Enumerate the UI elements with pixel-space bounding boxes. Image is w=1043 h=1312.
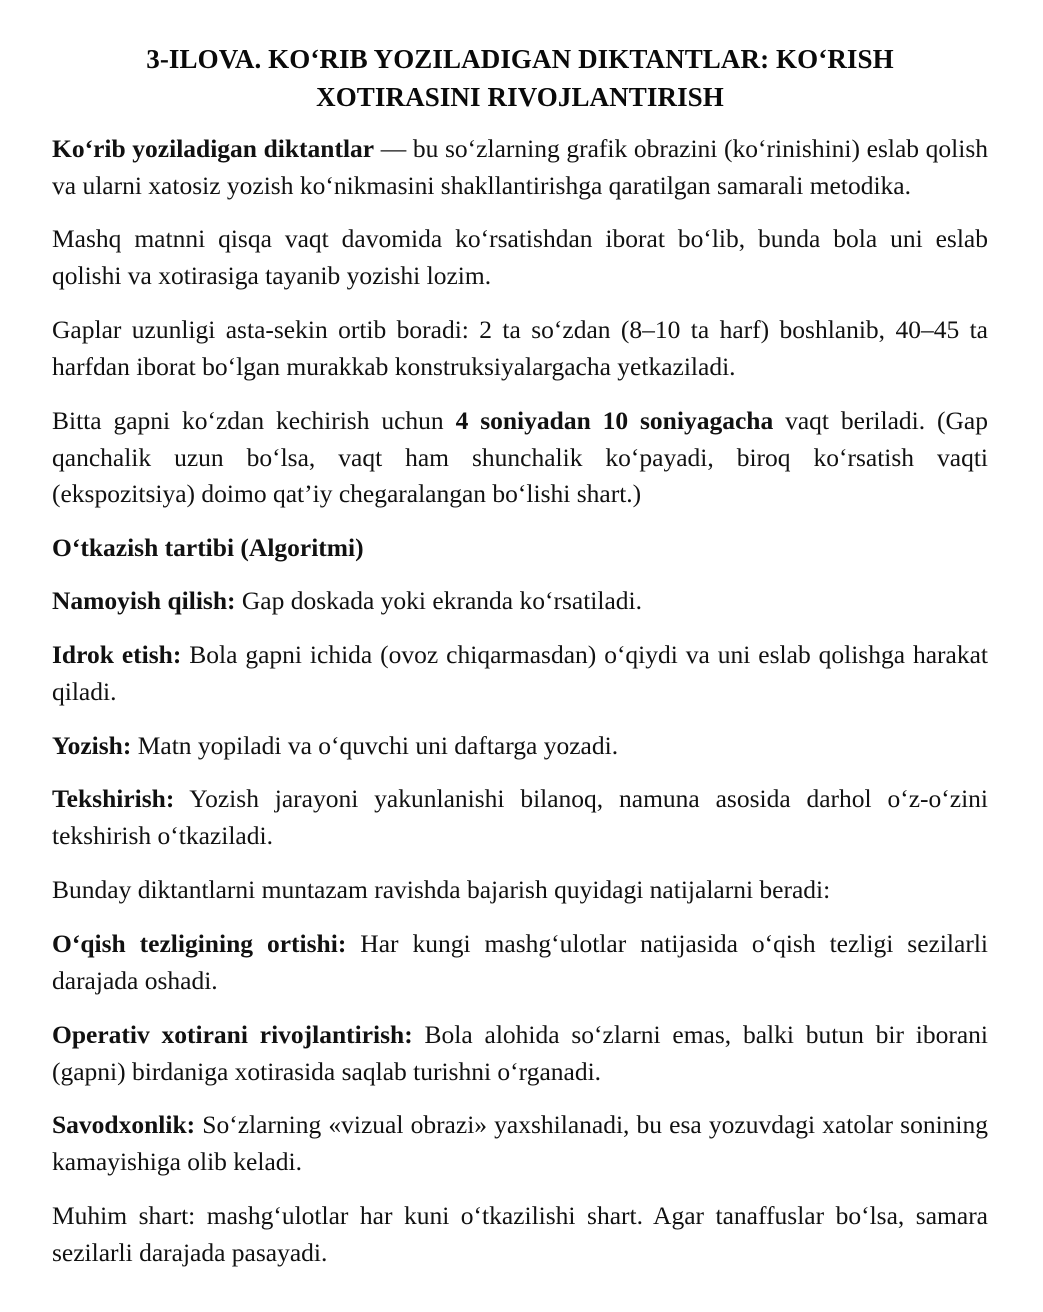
paragraph-result-working-memory [52,1017,988,1091]
paragraph-body-step-perception: Bola gapni ichida (ovoz chiqarmasdan) o‘qiydi va uni eslab qolishga harakat qiladi. [52,639,988,706]
paragraph-timing-emphasis: 4 soniyadan 10 soniyagacha [455,405,774,435]
paragraph-body-step-checking: Yozish jarayoni yakunlanishi bilanoq, namuna asosida darhol o‘z-o‘zini tekshirish o‘tkaziladi. [52,784,988,851]
paragraph-exercise-description [52,221,988,295]
paragraph-step-writing [52,728,988,765]
paragraph-body-results-intro: Bunday diktantlarni muntazam ravishda bajarish quyidagi natijalarni beradi: [52,875,831,905]
paragraph-body-result-working-memory: Bola alohida so‘zlarni emas, balki butun bir iborani (gapni) birdaniga xotirasida saqlab turishni o‘rganadi. [52,1019,988,1086]
paragraph-results-intro [52,872,988,909]
paragraph-lead-result-reading-speed: O‘qish tezligining ortishi: [52,929,347,958]
paragraph-result-reading-speed [52,926,988,1000]
paragraph-timing-before: Bitta gapni ko‘zdan kechirish uchun [52,405,456,435]
paragraph-body-definition: — bu so‘zlarning grafik obrazini (ko‘rinishini) eslab qolish va ularni xatosiz yozish ko‘nikmasini shakllantirishga qaratilgan samarali metodika. [52,133,988,200]
paragraph-body-step-demonstration: Gap doskada yoki ekranda ko‘rsatiladi. [235,586,642,616]
section-heading-algorithm: O‘tkazish tartibi (Algoritmi) [52,533,364,563]
paragraph-lead-step-writing: Yozish: [52,730,132,760]
paragraph-timing [52,403,988,514]
paragraph-body-result-reading-speed: Har kungi mashg‘ulotlar natijasida o‘qish tezligi sezilarli darajada oshadi. [52,929,988,995]
paragraph-lead-step-perception: Idrok etish: [52,639,182,669]
paragraph-lead-step-checking: Tekshirish: [52,784,175,814]
paragraph-lead-result-literacy: Savodxonlik: [52,1110,196,1140]
paragraph-timing-after: vaqt beriladi. (Gap qanchalik uzun bo‘lsa, vaqt ham shunchalik ko‘payadi, biroq ko‘rsatish vaqti (ekspozitsiya) doimo qat’iy chegaralangan bo‘lishi shart.) [52,405,988,509]
paragraph-definition [52,131,988,205]
paragraph-lead-step-demonstration: Namoyish qilish: [52,586,236,616]
paragraph-body-sentence-length: Gaplar uzunligi asta-sekin ortib boradi: 2 ta so‘zdan (8–10 ta harf) boshlanib, 40–45 ta harfdan iborat bo‘lgan murakkab konstruksiyalargacha yetkaziladi. [52,315,988,381]
paragraph-result-literacy [52,1107,988,1181]
page-title: 3-ILOVA. KO‘RIB YOZILADIGAN DIKTANTLAR: KO‘RISH XOTIRASINI RIVOJLANTIRISH [146,44,894,113]
paragraph-important-condition [52,1198,988,1272]
paragraph-sentence-length [52,312,988,386]
paragraph-body-exercise-description: Mashq matnni qisqa vaqt davomida ko‘rsatishdan iborat bo‘lib, bunda bola uni eslab qolishi va xotirasiga tayanib yozishi lozim. [52,224,988,291]
paragraph-lead-definition: Ko‘rib yoziladigan diktantlar [52,133,375,163]
paragraph-body-result-literacy: So‘zlarning «vizual obrazi» yaxshilanadi, bu esa yozuvdagi xatolar sonining kamayishiga olib keladi. [52,1110,988,1177]
paragraph-step-checking [52,781,988,855]
paragraph-step-demonstration [52,583,988,620]
paragraph-lead-result-working-memory: Operativ xotirani rivojlantirish: [52,1019,413,1049]
paragraph-step-perception [52,637,988,711]
paragraph-body-important-condition: Muhim shart: mashg‘ulotlar har kuni o‘tkazilishi shart. Agar tanaffuslar bo‘lsa, samara sezilarli darajada pasayadi. [52,1201,988,1267]
paragraph-body-step-writing: Matn yopiladi va o‘quvchi uni daftarga yozadi. [131,730,619,760]
